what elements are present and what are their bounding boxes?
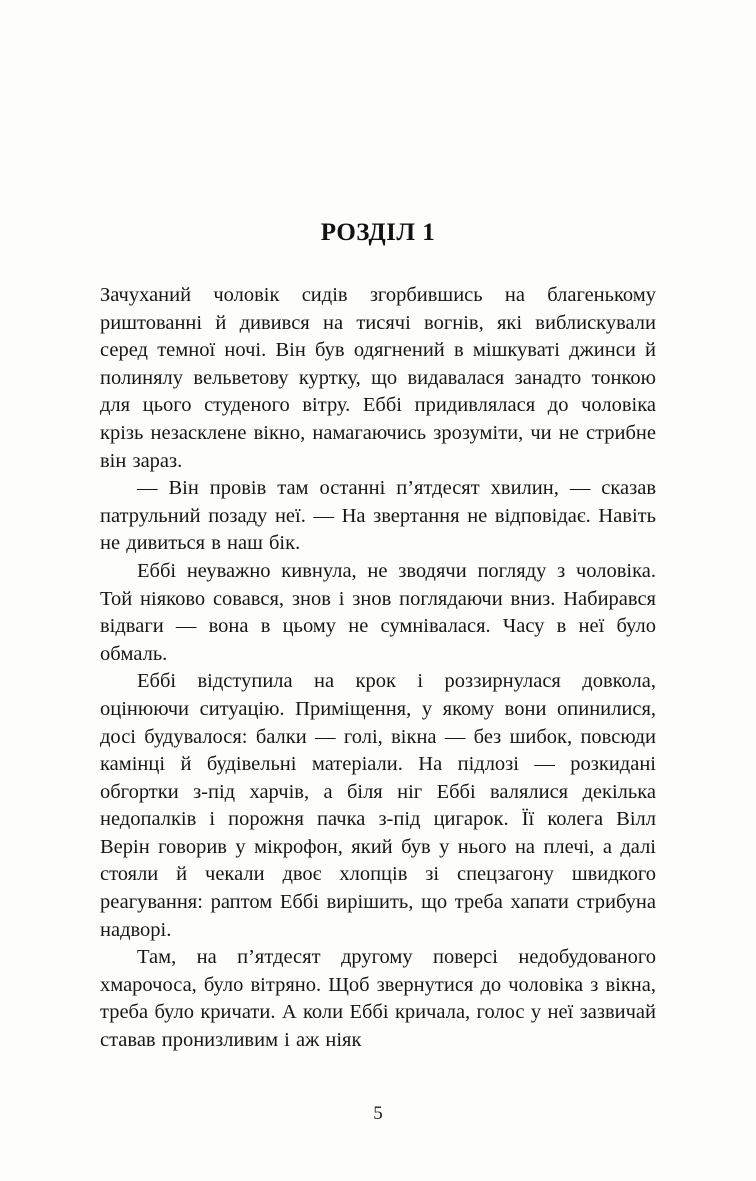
chapter-title: РОЗДІЛ 1	[320, 219, 436, 246]
paragraph-5: Там, на п’ятдесят другому поверсі недобудованого хмарочоса, було вітряно. Щоб звернутися до чоловіка з вікна, треба було кричати. А коли Еббі кричала, голос у неї зазвичай ставав пронизливим і аж ніяк	[100, 946, 656, 1052]
paragraph-3: Еббі неуважно кивнула, не зводячи погляду з чоловіка. Той ніяково совався, знов і знов поглядаючи вниз. Набирався відваги — вона в цьому не сумнівалася. Часу в неї було обмаль.	[100, 559, 656, 665]
body-text	[100, 282, 656, 1055]
page-number: 5	[373, 1103, 383, 1124]
paragraph-1: Зачуханий чоловік сидів згорбившись на благенькому риштованні й дивився на тисячі вогнів, які виблискували серед темної ночі. Він був одягнений в мішкуваті джинси й полинялу вельветову куртку, що видавалася занадто тонкою для цього студеного вітру. Еббі придивлялася до чоловіка крізь незасклене вікно, намагаючись зрозуміти, чи не стрибне він зараз.	[100, 284, 656, 472]
paragraph-4: Еббі відступила на крок і роззирнулася довкола, оцінюючи ситуацію. Приміщення, у якому вони опинилися, досі будувалося: балки — голі, вікна — без шибок, повсюди камінці й будівельні матеріали. На підлозі — розкидані обгортки з-під харчів, а біля ніг Еббі валялися декілька недопалків і порожня пачка з-під цигарок. Її колега Вілл Верін говорив у мікрофон, який був у нього на плечі, а далі стояли й чекали двоє хлопців зі спецзагону швидкого реагування: раптом Еббі вирішить, що треба хапати стрибуна надворі.	[100, 670, 656, 941]
paragraph-2: — Він провів там останні п’ятдесят хвилин, — сказав патрульний позаду неї. — На звертання не відповідає. Навіть не дивиться в наш бік.	[100, 477, 656, 555]
